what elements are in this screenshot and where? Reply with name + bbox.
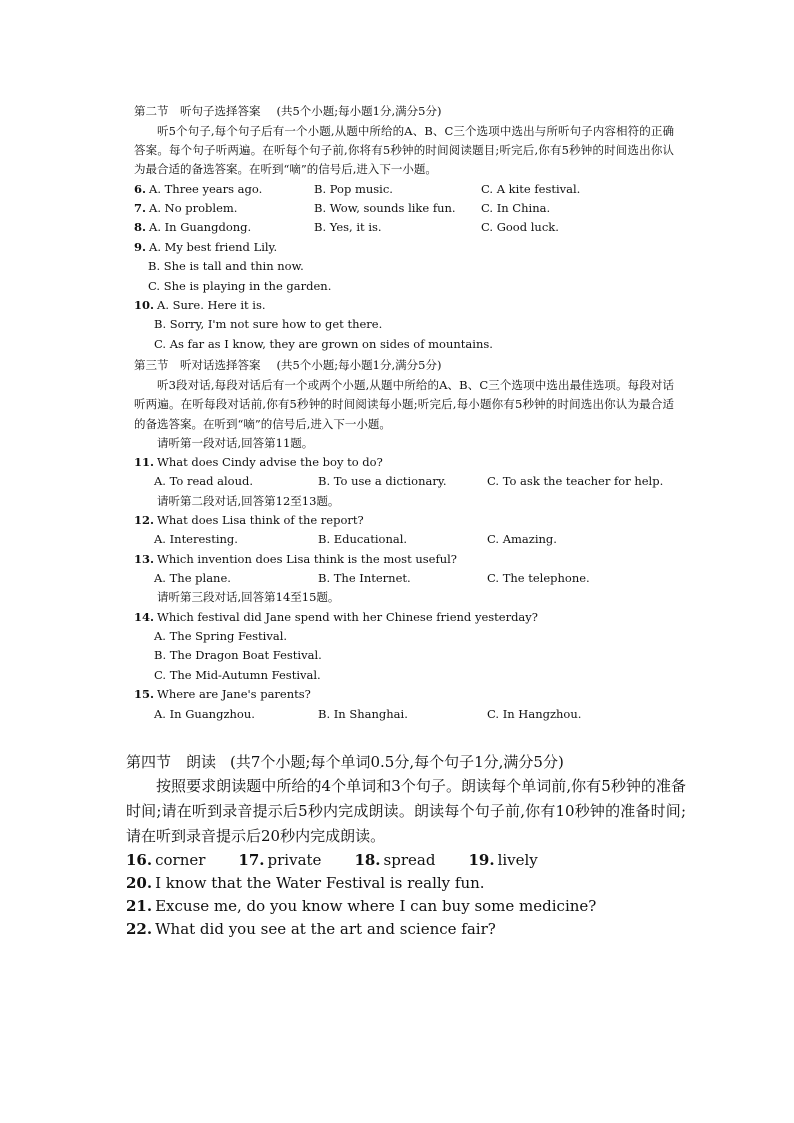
option-a: A. Sure. Here it is. (157, 297, 266, 312)
question-number: 11. (134, 454, 155, 469)
option-b: B. Sorry, I'm not sure how to get there. (154, 317, 383, 332)
option-c: C. In Hangzhou. (487, 706, 582, 721)
word-item: 18. spread (354, 851, 436, 869)
question-13 (134, 550, 674, 569)
section4-title: 第四节 朗读 (126, 753, 217, 771)
section2-meta: (共5个小题;每小题1分,满分5分) (276, 104, 442, 118)
option-a: A. The plane. (154, 571, 231, 586)
question-15 (134, 685, 674, 704)
option-a: A. In Guangdong. (149, 220, 252, 235)
question-10 (134, 296, 674, 315)
option-b: B. Educational. (318, 532, 408, 547)
question-number: 12. (134, 512, 155, 527)
word-item: 19. lively (468, 851, 538, 869)
section2-instructions: 听5个句子,每个句子后有一个小题,从题中所给的A、B、C三个选项中选出与所听句子内容相符的正确答案。每个句子听两遍。在听每个句子前,你将有5秒钟的时间阅读题目;听完后,你有5秒钟的时间选出你认为最合适的备选答案。在听到“嘀”的信号后,进入下一小题。 (134, 124, 674, 177)
section3-heading (134, 354, 674, 376)
sentence-item: 22. What did you see at the art and science fair? (126, 920, 496, 938)
section4-instructions: 按照要求朗读题中所给的4个单词和3个句子。朗读每个单词前,你有5秒钟的准备时间;请在听到录音提示后5秒内完成朗读。朗读每个句子前,你有10秒钟的准备时间;请在听到录音提示后20秒内完成朗读。 (126, 777, 686, 845)
question-number: 13. (134, 551, 155, 566)
option-a: A. No problem. (149, 201, 238, 215)
question-9 (134, 238, 674, 257)
option-a: A. Interesting. (154, 532, 238, 547)
question-number: 7. (134, 201, 147, 215)
section3-title: 第三节 听对话选择答案 (134, 358, 261, 373)
option-c: C. Amazing. (487, 532, 557, 547)
question-stem: Where are Jane's parents? (157, 687, 311, 702)
dialogue-prompt-3: 请听第三段对话,回答第14至15题。 (157, 590, 340, 605)
option-b: B. Wow, sounds like fun. (314, 201, 456, 215)
option-c: C. The telephone. (487, 571, 590, 586)
section2-heading (134, 100, 674, 122)
option-a: A. In Guangzhou. (154, 706, 255, 721)
option-c: C. She is playing in the garden. (148, 278, 332, 293)
listening-sections (134, 100, 674, 724)
question-12 (134, 511, 674, 530)
section3-meta: (共5个小题;每小题1分,满分5分) (276, 358, 442, 373)
option-c: C. The Mid-Autumn Festival. (154, 667, 321, 682)
dialogue-prompt-1: 请听第一段对话,回答第11题。 (157, 435, 314, 450)
option-b: B. To use a dictionary. (318, 474, 447, 489)
question-number: 9. (134, 239, 147, 254)
section4-meta: (共7个小题;每个单词0.5分,每个句子1分,满分5分) (230, 753, 564, 771)
sentence-item: 21. Excuse me, do you know where I can buy some medicine? (126, 897, 597, 915)
question-11 (134, 453, 674, 472)
question-number: 8. (134, 220, 147, 235)
question-number: 14. (134, 609, 155, 624)
reading-aloud-section (126, 750, 686, 941)
section4-heading (126, 750, 686, 774)
section3-instructions: 听3段对话,每段对话后有一个或两个小题,从题中所给的A、B、C三个选项中选出最佳选项。每段对话听两遍。在听每段对话前,你有5秒钟的时间阅读每小题;听完后,每小题你有5秒钟的时间选出你认为最合适的备选答案。在听到“嘀”的信号后,进入下一小题。 (134, 378, 674, 431)
word-list (126, 849, 686, 872)
question-13-options (134, 569, 674, 588)
section2-title: 第二节 听句子选择答案 (134, 104, 261, 118)
dialogue-prompt-2: 请听第二段对话,回答第12至13题。 (157, 493, 340, 508)
question-stem: Which invention does Lisa think is the most useful? (157, 551, 457, 566)
word-item: 17. private (238, 851, 322, 869)
question-stem: Which festival did Jane spend with her Chinese friend yesterday? (157, 609, 538, 624)
question-6 (134, 180, 674, 199)
option-a: A. Three years ago. (149, 181, 263, 196)
option-a: A. To read aloud. (154, 474, 254, 489)
option-b: B. Yes, it is. (314, 220, 382, 235)
question-stem: What does Cindy advise the boy to do? (157, 454, 383, 469)
option-a: A. The Spring Festival. (154, 629, 288, 644)
question-number: 10. (134, 297, 155, 312)
option-b: B. The Dragon Boat Festival. (154, 648, 322, 663)
question-15-options (134, 705, 674, 724)
option-c: C. Good luck. (481, 220, 559, 235)
option-c: C. To ask the teacher for help. (487, 474, 664, 489)
option-b: B. In Shanghai. (318, 706, 408, 721)
question-14 (134, 608, 674, 627)
option-a: A. My best friend Lily. (149, 239, 278, 254)
question-7 (134, 199, 674, 218)
question-8 (134, 218, 674, 237)
option-c: C. A kite festival. (481, 181, 581, 196)
word-item: 16. corner (126, 851, 206, 869)
option-b: B. Pop music. (314, 181, 393, 196)
question-stem: What does Lisa think of the report? (157, 512, 364, 527)
question-11-options (134, 472, 674, 491)
question-12-options (134, 530, 674, 549)
sentence-item: 20. I know that the Water Festival is really fun. (126, 874, 485, 892)
option-b: B. The Internet. (318, 571, 411, 586)
option-b: B. She is tall and thin now. (148, 259, 304, 274)
option-c: C. As far as I know, they are grown on sides of mountains. (154, 336, 493, 351)
question-number: 15. (134, 687, 155, 702)
question-number: 6. (134, 181, 147, 196)
option-c: C. In China. (481, 201, 551, 215)
